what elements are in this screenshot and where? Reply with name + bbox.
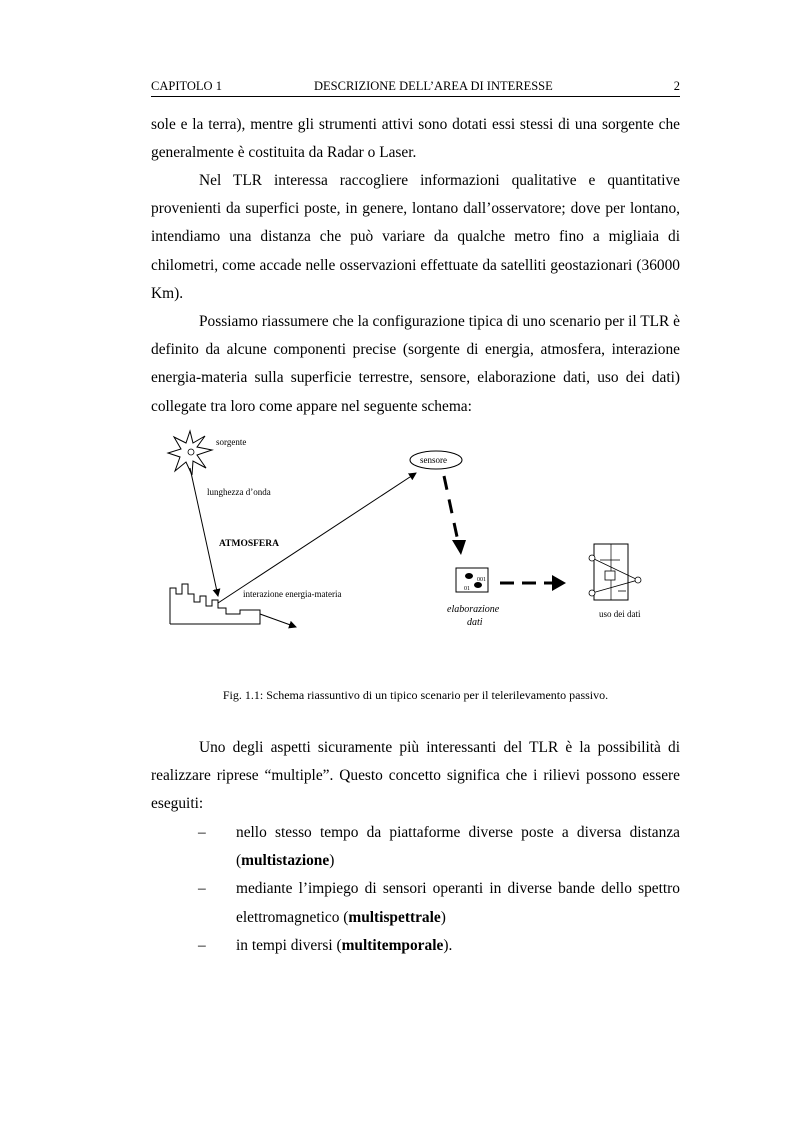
- paragraph-text: sole e la terra), mentre gli strumenti attivi sono dotati essi stessi di una sorgente che generalmente è costituita da Radar o Laser.: [151, 116, 680, 162]
- list-item: [151, 875, 680, 931]
- sensor-to-processing-arrow: [444, 476, 459, 546]
- page-header: [151, 79, 680, 97]
- diagram-svg: [150, 428, 670, 638]
- list-item-text: in tempi diversi (: [236, 936, 342, 954]
- paragraph-3: [151, 308, 680, 421]
- atmosphere-label: ATMOSFERA: [219, 539, 279, 549]
- processing-label-2: dati: [467, 617, 483, 628]
- interaction-label: interazione energia-materia: [243, 589, 342, 599]
- usage-label: uso dei dati: [599, 609, 641, 619]
- page-number: 2: [673, 79, 680, 93]
- list-item: [151, 819, 680, 875]
- sensor-label: sensore: [420, 455, 447, 465]
- list-item-end: ): [329, 852, 335, 870]
- dash-bullet: –: [198, 936, 206, 954]
- figure-caption: Fig. 1.1: Schema riassuntivo di un tipico scenario per il telerilevamento passivo.: [222, 688, 609, 702]
- list-item-bold: multistazione: [241, 852, 330, 870]
- remote-sensing-diagram: [150, 428, 670, 638]
- paragraph-2: [151, 167, 680, 308]
- list-item-text: mediante l’impiego di sensori operanti in diverse bande dello spettro elettromagnetico (: [236, 880, 680, 926]
- disk-dot: [465, 573, 473, 579]
- dash-bullet: –: [198, 824, 206, 841]
- list-item-bold: multispettrale: [348, 908, 441, 926]
- paragraph-1: [151, 111, 680, 167]
- source-label: sorgente: [216, 437, 247, 447]
- wavelength-label: lunghezza d’onda: [207, 487, 271, 497]
- dash-bullet: –: [198, 880, 206, 898]
- scattered-ray: [260, 614, 296, 627]
- paragraph-text: Nel TLR interessa raccogliere informazioni qualitative e quantitative provenienti da superfici poste, in genere, lontano dall’osservatore; dove per lontano, intendiamo una distanza che può variare da qualche metro fino a migliaia di chilometri, come accade nelle osservazioni effettuate da satelliti geostazionari (36000 Km).: [151, 172, 680, 302]
- disk-code-2: 01: [464, 586, 470, 592]
- paragraph-text: Possiamo riassumere che la configurazione tipica di uno scenario per il TLR è definito da alcune componenti precise (sorgente di energia, atmosfera, interazione energia-materia sulla superficie terrestre, sensore, elaborazione dati, uso dei dati) collegate tra loro come appare nel seguente schema:: [151, 313, 680, 415]
- chapter-label: CAPITOLO 1: [151, 79, 222, 93]
- chapter-title: DESCRIZIONE DELL’AREA DI INTERESSE: [314, 79, 553, 93]
- arrow-head: [552, 575, 566, 591]
- data-usage-icon: [589, 544, 641, 600]
- arrow-head: [452, 540, 466, 555]
- list-item-end: ): [440, 908, 446, 926]
- bullet-list: [151, 819, 680, 960]
- disk-code-1: 001: [477, 577, 486, 583]
- list-item-end: ).: [443, 936, 453, 954]
- paragraph-text: Uno degli aspetti sicuramente più interessanti del TLR è la possibilità di realizzare riprese “multiple”. Questo concetto significa che i rilievi possono essere eseguiti:: [151, 739, 680, 813]
- list-item-bold: multitemporale: [341, 936, 444, 954]
- paragraph-4: [151, 734, 680, 819]
- list-item-text: nello stesso tempo da piattaforme diverse poste a diversa distanza (: [236, 824, 680, 870]
- list-item: [151, 932, 680, 960]
- processing-label-1: elaborazione: [447, 604, 500, 615]
